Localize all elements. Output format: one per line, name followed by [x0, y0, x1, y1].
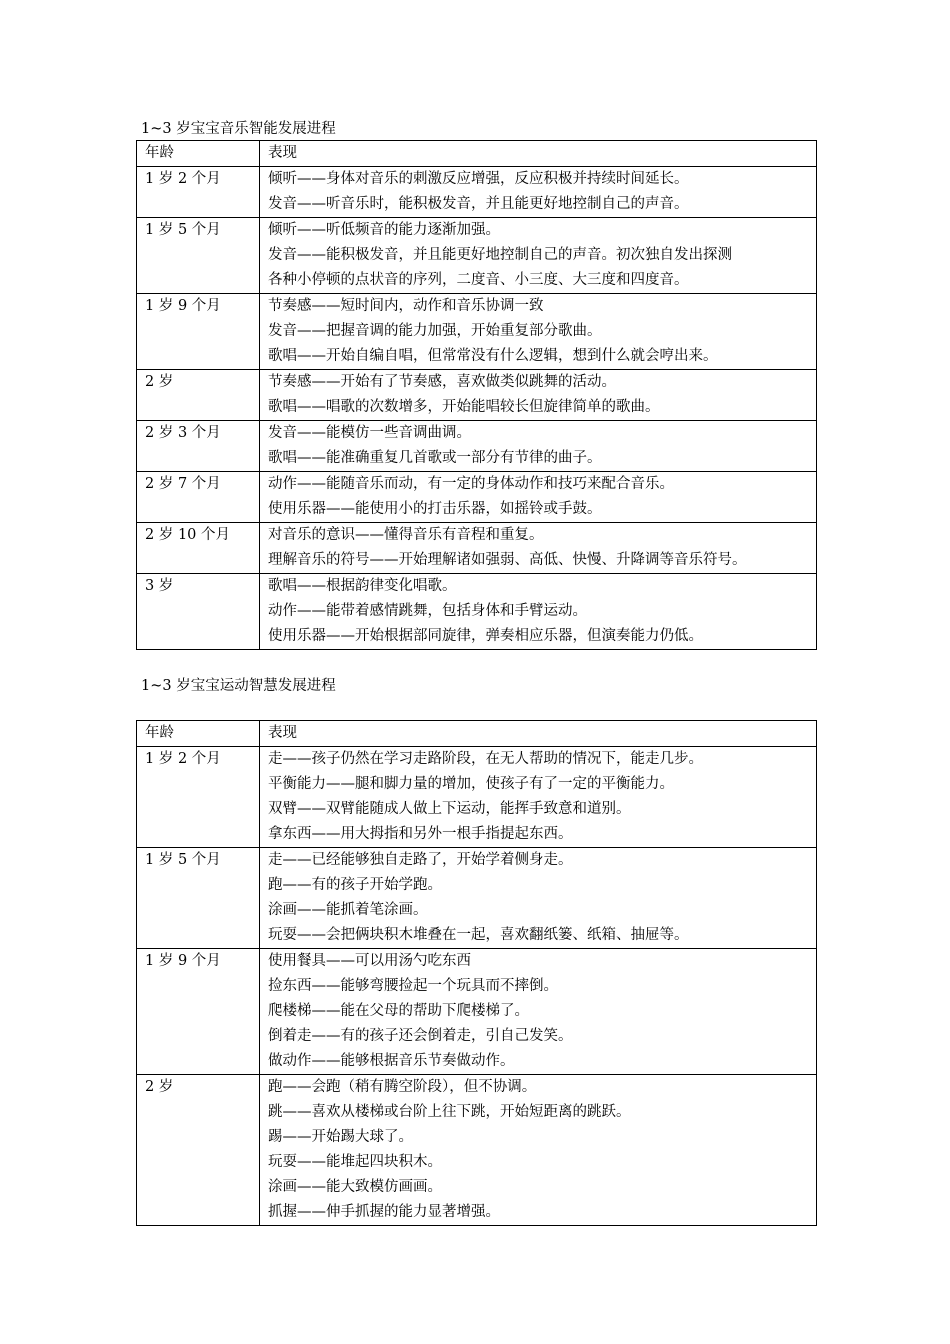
description-line: 歌唱——根据韵律变化唱歌。 [268, 578, 457, 594]
header-age: 年龄 [137, 721, 260, 747]
motor-development-table [136, 720, 817, 1226]
age-cell: 1 岁 9 个月 [137, 949, 260, 1075]
music-table-body [137, 141, 817, 650]
description-cell [260, 294, 817, 370]
header-desc: 表现 [260, 141, 817, 167]
description-line: 涂画——能大致模仿画画。 [268, 1179, 442, 1195]
age-cell: 2 岁 [137, 370, 260, 421]
table-header-row [137, 141, 817, 167]
age-cell: 3 岁 [137, 574, 260, 650]
description-line: 歌唱——唱歌的次数增多，开始能唱较长但旋律简单的歌曲。 [268, 399, 660, 415]
description-line: 踢——开始踢大球了。 [268, 1129, 413, 1145]
description-line: 发音——听音乐时，能积极发音，并且能更好地控制自己的声音。 [268, 196, 689, 212]
age-cell: 1 岁 5 个月 [137, 218, 260, 294]
description-cell [260, 472, 817, 523]
age-cell: 2 岁 [137, 1075, 260, 1226]
description-line: 涂画——能抓着笔涂画。 [268, 902, 428, 918]
description-line: 走——孩子仍然在学习走路阶段，在无人帮助的情况下，能走几步。 [268, 751, 703, 767]
description-line: 对音乐的意识——懂得音乐有音程和重复。 [268, 527, 544, 543]
description-cell [260, 421, 817, 472]
age-cell: 1 岁 9 个月 [137, 294, 260, 370]
description-line: 爬楼梯——能在父母的帮助下爬楼梯了。 [268, 1003, 529, 1019]
description-line: 节奏感——短时间内，动作和音乐协调一致 [268, 298, 544, 314]
table-row [137, 167, 817, 218]
description-line: 玩耍——会把俩块积木堆叠在一起，喜欢翻纸篓、纸箱、抽屉等。 [268, 927, 689, 943]
description-line: 玩耍——能堆起四块积木。 [268, 1154, 442, 1170]
description-cell [260, 848, 817, 949]
table-row [137, 218, 817, 294]
description-line: 歌唱——开始自编自唱，但常常没有什么逻辑，想到什么就会哼出来。 [268, 348, 718, 364]
table-row [137, 848, 817, 949]
age-cell: 1 岁 2 个月 [137, 747, 260, 848]
table-row [137, 523, 817, 574]
description-line: 动作——能带着感情跳舞，包括身体和手臂运动。 [268, 603, 587, 619]
description-line: 使用乐器——开始根据部同旋律，弹奏相应乐器，但演奏能力仍低。 [268, 628, 703, 644]
description-cell [260, 747, 817, 848]
motor-table-title: 1~3 岁宝宝运动智慧发展进程 [141, 678, 336, 694]
table-row [137, 294, 817, 370]
description-line: 使用乐器——能使用小的打击乐器，如摇铃或手鼓。 [268, 501, 602, 517]
description-cell [260, 523, 817, 574]
age-cell: 2 岁 10 个月 [137, 523, 260, 574]
age-cell: 2 岁 3 个月 [137, 421, 260, 472]
description-line: 歌唱——能准确重复几首歌或一部分有节律的曲子。 [268, 450, 602, 466]
description-line: 捡东西——能够弯腰捡起一个玩具而不摔倒。 [268, 978, 558, 994]
description-line: 发音——能模仿一些音调曲调。 [268, 425, 471, 441]
description-line: 发音——能积极发音，并且能更好地控制自己的声音。初次独自发出探测 [268, 247, 732, 263]
table-row [137, 1075, 817, 1226]
description-cell [260, 574, 817, 650]
header-desc: 表现 [260, 721, 817, 747]
header-age: 年龄 [137, 141, 260, 167]
age-cell: 2 岁 7 个月 [137, 472, 260, 523]
description-line: 抓握——伸手抓握的能力显著增强。 [268, 1204, 500, 1220]
description-line: 跑——会跑（稍有腾空阶段），但不协调。 [268, 1079, 537, 1095]
motor-table-body [137, 721, 817, 1226]
description-line: 平衡能力——腿和脚力量的增加，使孩子有了一定的平衡能力。 [268, 776, 674, 792]
description-line: 动作——能随音乐而动，有一定的身体动作和技巧来配合音乐。 [268, 476, 674, 492]
description-line: 倒着走——有的孩子还会倒着走，引自己发笑。 [268, 1028, 573, 1044]
table-row [137, 949, 817, 1075]
table-row [137, 574, 817, 650]
description-cell [260, 370, 817, 421]
description-line: 走——已经能够独自走路了，开始学着侧身走。 [268, 852, 573, 868]
table-row [137, 472, 817, 523]
table-row [137, 421, 817, 472]
description-line: 跑——有的孩子开始学跑。 [268, 877, 442, 893]
description-line: 使用餐具——可以用汤勺吃东西 [268, 953, 471, 969]
description-line: 做动作——能够根据音乐节奏做动作。 [268, 1053, 515, 1069]
description-line: 节奏感——开始有了节奏感，喜欢做类似跳舞的活动。 [268, 374, 616, 390]
description-cell [260, 1075, 817, 1226]
age-cell: 1 岁 2 个月 [137, 167, 260, 218]
description-line: 理解音乐的符号——开始理解诸如强弱、高低、快慢、升降调等音乐符号。 [268, 552, 747, 568]
description-line: 拿东西——用大拇指和另外一根手指提起东西。 [268, 826, 573, 842]
description-line: 发音——把握音调的能力加强，开始重复部分歌曲。 [268, 323, 602, 339]
description-cell [260, 949, 817, 1075]
table-row [137, 747, 817, 848]
description-line: 双臂——双臂能随成人做上下运动，能挥手致意和道别。 [268, 801, 631, 817]
music-table-title: 1~3 岁宝宝音乐智能发展进程 [141, 121, 336, 137]
description-cell [260, 218, 817, 294]
description-line: 倾听——身体对音乐的刺激反应增强，反应积极并持续时间延长。 [268, 171, 689, 187]
description-line: 各种小停顿的点状音的序列，二度音、小三度、大三度和四度音。 [268, 272, 689, 288]
description-cell [260, 167, 817, 218]
table-row [137, 370, 817, 421]
table-header-row [137, 721, 817, 747]
age-cell: 1 岁 5 个月 [137, 848, 260, 949]
description-line: 跳——喜欢从楼梯或台阶上往下跳，开始短距离的跳跃。 [268, 1104, 631, 1120]
music-development-table [136, 140, 817, 650]
description-line: 倾听——听低频音的能力逐渐加强。 [268, 222, 500, 238]
